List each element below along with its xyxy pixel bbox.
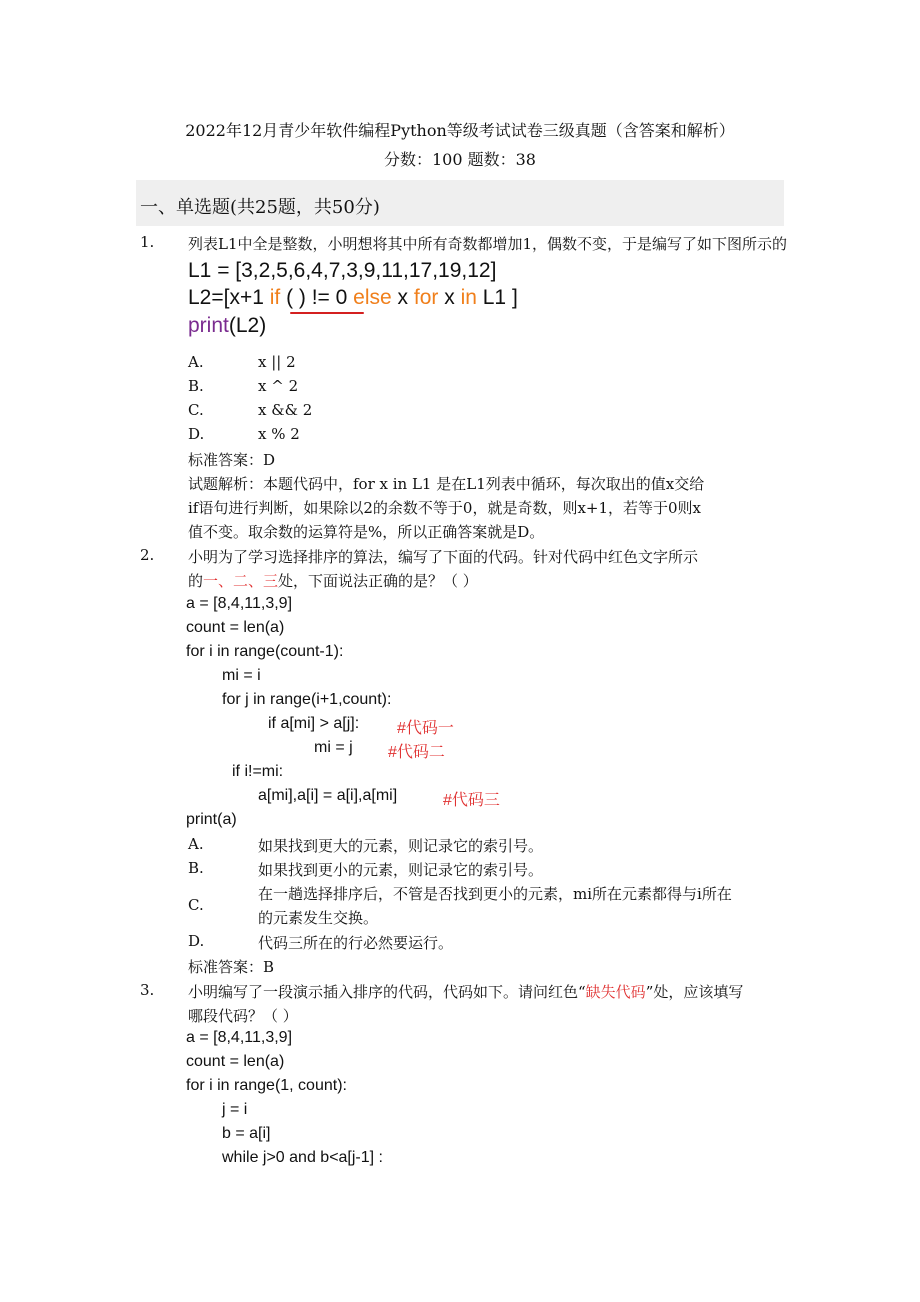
option-text: x || 2 xyxy=(258,353,296,371)
question-number: 1. xyxy=(140,233,155,251)
analysis-line: 试题解析：本题代码中，for x in L1 是在L1列表中循环，每次取出的值x交给 xyxy=(188,475,705,493)
code-line: mi = j xyxy=(314,739,353,756)
question-stem: 的一、二、三处，下面说法正确的是？（ ） xyxy=(188,572,478,590)
option-text: 在一趟选择排序后，不管是否找到更小的元素，mi所在元素都得与i所在 xyxy=(258,885,732,903)
code-line: if a[mi] > a[j]: xyxy=(268,715,360,732)
question-number: 2. xyxy=(140,546,155,564)
page-subtitle: 分数：100 题数：38 xyxy=(384,150,536,169)
question-stem: 列表L1中全是整数，小明想将其中所有奇数都增加1，偶数不变，于是编写了如下图所示的 xyxy=(188,235,788,253)
option-label: C. xyxy=(188,896,204,914)
code-line: a[mi],a[i] = a[i],a[mi] xyxy=(258,787,398,804)
code-line: while j>0 and b<a[j-1] : xyxy=(222,1149,383,1166)
option-text: x && 2 xyxy=(258,401,313,419)
option-label: D. xyxy=(188,932,205,950)
code-comment: #代码三 xyxy=(443,792,500,809)
code-line: count = len(a) xyxy=(186,619,285,636)
code-line: count = len(a) xyxy=(186,1053,285,1070)
code-line: print(a) xyxy=(186,811,237,828)
option-label: D. xyxy=(188,425,205,443)
option-label: C. xyxy=(188,401,204,419)
page-title: 2022年12月青少年软件编程Python等级考试试卷三级真题（含答案和解析） xyxy=(185,121,735,140)
option-text: x ^ 2 xyxy=(258,377,299,395)
option-label: B. xyxy=(188,377,204,395)
answer: 标准答案：D xyxy=(188,451,276,469)
question-stem: 小明为了学习选择排序的算法，编写了下面的代码。针对代码中红色文字所示 xyxy=(188,548,699,566)
analysis-line: if语句进行判断，如果除以2的余数不等于0，就是奇数，则x+1，若等于0则x xyxy=(188,499,702,517)
code-line: L1 = [3,2,5,6,4,7,3,9,11,17,19,12] xyxy=(188,259,497,282)
option-text: 如果找到更大的元素，则记录它的索引号。 xyxy=(258,837,544,855)
code-line: a = [8,4,11,3,9] xyxy=(186,1029,293,1046)
code-line: a = [8,4,11,3,9] xyxy=(186,595,293,612)
option-label: A. xyxy=(188,835,204,853)
option-text: 如果找到更小的元素，则记录它的索引号。 xyxy=(258,861,544,879)
code-line: for i in range(count-1): xyxy=(186,643,344,660)
code-line: j = i xyxy=(222,1101,248,1118)
section-title: 一、单选题(共25题，共50分) xyxy=(140,197,380,218)
question-stem: 小明编写了一段演示插入排序的代码，代码如下。请问红色“缺失代码”处，应该填写 xyxy=(188,983,744,1001)
code-line: for i in range(1, count): xyxy=(186,1077,347,1094)
code-line: print(L2) xyxy=(188,314,267,337)
blank-underline xyxy=(290,312,364,314)
option-label: A. xyxy=(188,353,204,371)
question-stem: 哪段代码？（ ） xyxy=(188,1007,298,1025)
option-text: 的元素发生交换。 xyxy=(258,909,379,927)
question-number: 3. xyxy=(140,981,155,999)
code-line: for j in range(i+1,count): xyxy=(222,691,392,708)
analysis-line: 值不变。取余数的运算符是%，所以正确答案就是D。 xyxy=(188,523,545,541)
option-text: x % 2 xyxy=(258,425,300,443)
code-line: mi = i xyxy=(222,667,261,684)
code-line: L2=[x+1 if ( ) != 0 else x for x in L1 ] xyxy=(188,286,518,309)
option-text: 代码三所在的行必然要运行。 xyxy=(258,934,454,952)
code-line: b = a[i] xyxy=(222,1125,271,1142)
answer: 标准答案：B xyxy=(188,958,275,976)
code-comment: #代码二 xyxy=(388,744,445,761)
code-comment: #代码一 xyxy=(397,720,454,737)
code-line: if i!=mi: xyxy=(232,763,284,780)
option-label: B. xyxy=(188,859,204,877)
